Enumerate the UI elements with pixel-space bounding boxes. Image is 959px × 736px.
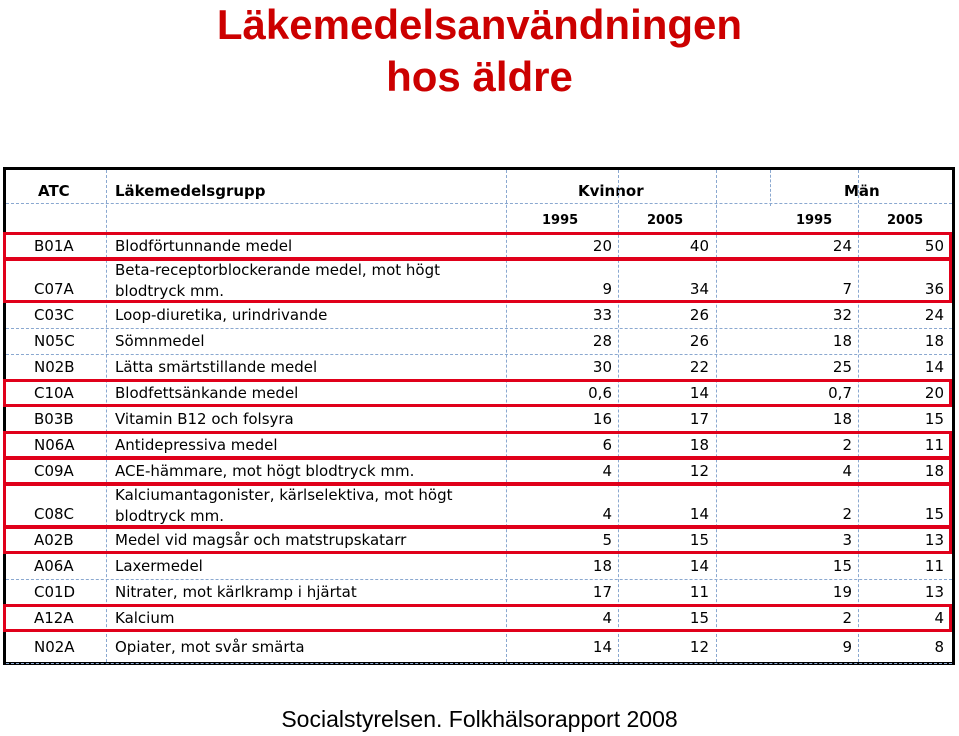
row-atc-code: N05C <box>34 332 75 350</box>
row-women-1995: 16 <box>592 410 612 428</box>
grid-line <box>6 328 952 329</box>
row-women-1995: 30 <box>592 358 612 376</box>
row-drug-group: Lätta smärtstillande medel <box>115 358 318 376</box>
row-atc-code: C08C <box>34 505 75 523</box>
row-men-2005: 50 <box>924 237 944 255</box>
row-men-2005: 4 <box>934 609 944 627</box>
row-men-2005: 20 <box>924 384 944 402</box>
row-atc-code: A06A <box>34 557 74 575</box>
row-drug-group: Beta-receptorblockerande medel, mot högt <box>115 261 440 279</box>
grid-line <box>6 527 952 528</box>
row-women-1995: 17 <box>592 583 612 601</box>
row-women-1995: 20 <box>592 237 612 255</box>
grid-line <box>6 406 952 407</box>
grid-line <box>6 553 952 554</box>
row-women-2005: 34 <box>689 280 709 298</box>
row-drug-group: Sömnmedel <box>115 332 205 350</box>
row-men-1995: 2 <box>842 505 852 523</box>
header-women-2005: 2005 <box>647 213 684 228</box>
row-men-2005: 11 <box>924 557 944 575</box>
grid-line <box>6 259 952 260</box>
row-women-1995: 28 <box>592 332 612 350</box>
row-drug-group: Vitamin B12 och folsyra <box>115 410 294 428</box>
row-men-1995: 2 <box>842 609 852 627</box>
row-atc-code: N02B <box>34 358 75 376</box>
grid-line <box>858 170 859 662</box>
row-atc-code: C09A <box>34 462 74 480</box>
row-women-1995: 0,6 <box>588 384 612 402</box>
row-drug-group: Antidepressiva medel <box>115 436 278 454</box>
row-drug-group: Kalcium <box>115 609 175 627</box>
row-men-1995: 9 <box>842 638 852 656</box>
row-women-2005: 14 <box>689 557 709 575</box>
grid-line <box>618 170 619 662</box>
row-men-1995: 18 <box>832 410 852 428</box>
row-women-1995: 18 <box>592 557 612 575</box>
row-men-2005: 36 <box>924 280 944 298</box>
row-drug-group: Nitrater, mot kärlkramp i hjärtat <box>115 583 357 601</box>
row-women-2005: 26 <box>689 332 709 350</box>
row-men-1995: 24 <box>832 237 852 255</box>
header-men: Män <box>844 182 880 200</box>
row-men-2005: 24 <box>924 306 944 324</box>
header-atc: ATC <box>38 182 70 200</box>
row-atc-code: A02B <box>34 531 74 549</box>
grid-line <box>6 605 952 606</box>
grid-line <box>6 663 952 664</box>
row-women-2005: 26 <box>689 306 709 324</box>
grid-line <box>6 232 952 233</box>
row-drug-group: Blodförtunnande medel <box>115 237 293 255</box>
row-men-1995: 0,7 <box>828 384 852 402</box>
row-women-2005: 14 <box>689 505 709 523</box>
drug-usage-table <box>3 167 955 665</box>
row-women-2005: 12 <box>689 638 709 656</box>
row-women-2005: 14 <box>689 384 709 402</box>
row-atc-code: N02A <box>34 638 75 656</box>
grid-line <box>6 203 952 204</box>
grid-line <box>106 170 107 662</box>
row-men-2005: 13 <box>924 583 944 601</box>
row-men-2005: 8 <box>934 638 944 656</box>
row-men-1995: 3 <box>842 531 852 549</box>
grid-line <box>6 302 952 303</box>
grid-line <box>6 631 952 632</box>
grid-line <box>6 432 952 433</box>
row-men-2005: 11 <box>924 436 944 454</box>
row-men-1995: 7 <box>842 280 852 298</box>
row-drug-group: Kalciumantagonister, kärlselektiva, mot högt <box>115 486 453 504</box>
row-women-1995: 33 <box>592 306 612 324</box>
row-drug-group: Opiater, mot svår smärta <box>115 638 305 656</box>
grid-line <box>6 354 952 355</box>
row-women-2005: 15 <box>689 609 709 627</box>
row-women-2005: 40 <box>689 237 709 255</box>
row-atc-code: N06A <box>34 436 75 454</box>
row-drug-group: Loop-diuretika, urindrivande <box>115 306 328 324</box>
row-women-1995: 4 <box>602 609 612 627</box>
row-atc-code: B01A <box>34 237 74 255</box>
row-women-2005: 12 <box>689 462 709 480</box>
grid-line <box>6 579 952 580</box>
header-drug-group: Läkemedelsgrupp <box>115 182 266 200</box>
header-women: Kvinnor <box>578 182 644 200</box>
row-men-1995: 19 <box>832 583 852 601</box>
page-title-line-1: Läkemedelsanvändningen <box>216 1 743 48</box>
row-atc-code: C10A <box>34 384 74 402</box>
row-drug-group: Medel vid magsår och matstrupskatarr <box>115 531 407 549</box>
row-women-1995: 4 <box>602 462 612 480</box>
header-men-2005: 2005 <box>887 213 924 228</box>
source-citation: Socialstyrelsen. Folkhälsorapport 2008 <box>281 706 678 732</box>
row-men-1995: 25 <box>832 358 852 376</box>
grid-line <box>6 458 952 459</box>
page-title-line-2: hos äldre <box>386 53 573 100</box>
row-women-1995: 14 <box>592 638 612 656</box>
grid-line <box>506 170 507 662</box>
grid-line <box>716 170 717 662</box>
row-atc-code: C07A <box>34 280 74 298</box>
row-drug-group: Laxermedel <box>115 557 203 575</box>
row-men-2005: 14 <box>924 358 944 376</box>
row-women-2005: 22 <box>689 358 709 376</box>
grid-line <box>6 380 952 381</box>
row-drug-group-cont: blodtryck mm. <box>115 507 225 525</box>
header-men-1995: 1995 <box>796 213 833 228</box>
row-men-2005: 15 <box>924 410 944 428</box>
row-men-2005: 13 <box>924 531 944 549</box>
row-men-2005: 18 <box>924 332 944 350</box>
row-drug-group: Blodfettsänkande medel <box>115 384 299 402</box>
row-women-1995: 9 <box>602 280 612 298</box>
row-women-2005: 11 <box>689 583 709 601</box>
row-atc-code: C01D <box>34 583 76 601</box>
row-women-2005: 18 <box>689 436 709 454</box>
row-men-2005: 18 <box>924 462 944 480</box>
row-men-1995: 2 <box>842 436 852 454</box>
row-drug-group-cont: blodtryck mm. <box>115 282 225 300</box>
row-atc-code: A12A <box>34 609 74 627</box>
row-women-1995: 6 <box>602 436 612 454</box>
header-women-1995: 1995 <box>542 213 579 228</box>
row-men-1995: 4 <box>842 462 852 480</box>
row-men-1995: 15 <box>832 557 852 575</box>
row-women-1995: 4 <box>602 505 612 523</box>
row-women-1995: 5 <box>602 531 612 549</box>
row-men-2005: 15 <box>924 505 944 523</box>
row-women-2005: 15 <box>689 531 709 549</box>
row-men-1995: 18 <box>832 332 852 350</box>
row-drug-group: ACE-hämmare, mot högt blodtryck mm. <box>115 462 415 480</box>
row-atc-code: B03B <box>34 410 74 428</box>
grid-line <box>6 484 952 485</box>
grid-line <box>770 170 771 206</box>
row-atc-code: C03C <box>34 306 75 324</box>
row-women-2005: 17 <box>689 410 709 428</box>
row-men-1995: 32 <box>832 306 852 324</box>
